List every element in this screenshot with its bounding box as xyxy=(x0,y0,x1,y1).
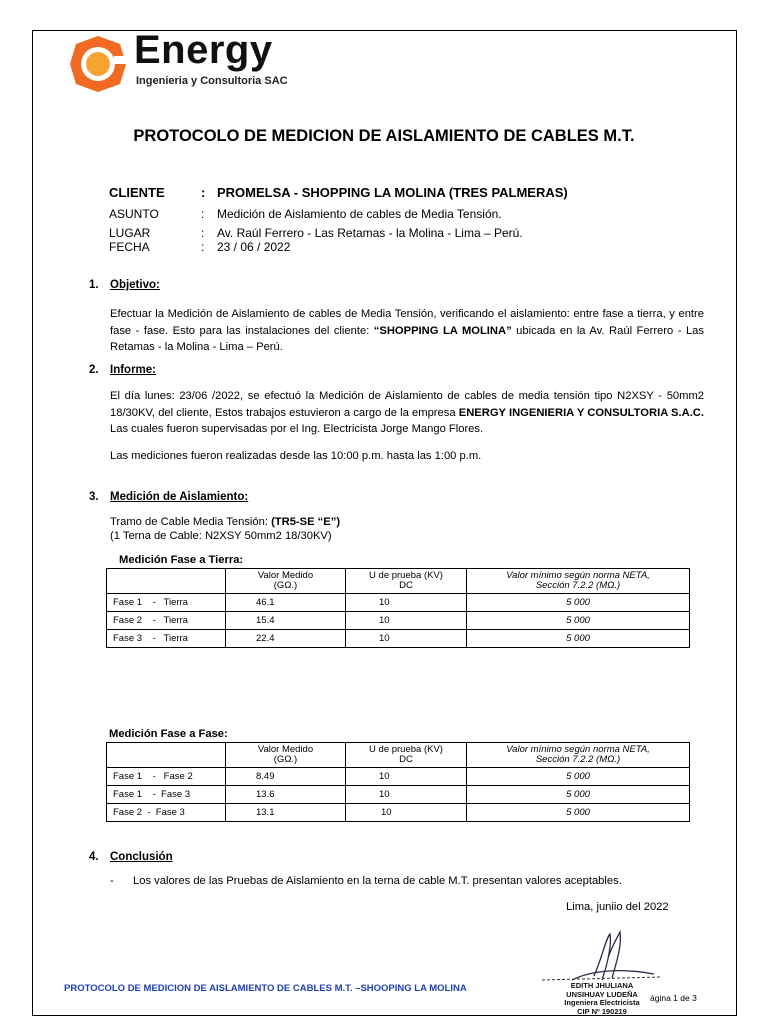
table-header-cell: Valor Medido (GΩ.) xyxy=(226,569,346,594)
table-header-cell: Valor Medido (GΩ.) xyxy=(226,743,346,768)
table-cell: 10 xyxy=(346,768,467,786)
footer-text: PROTOCOLO DE MEDICION DE AISLAMIENTO DE CABLES M.T. –SHOOPING LA MOLINA xyxy=(64,983,467,994)
brand-subtitle: Ingenieria y Consultoria SAC xyxy=(136,75,288,87)
table-row xyxy=(107,786,690,804)
tramo-line: Tramo de Cable Media Tensión: (TR5-SE “E”) xyxy=(110,516,341,528)
document-title: PROTOCOLO DE MEDICION DE AISLAMIENTO DE CABLES M.T. xyxy=(133,127,635,145)
table-cell: 22.4 xyxy=(226,630,346,648)
table-cell: 5 000 xyxy=(467,630,690,648)
table-header-row xyxy=(107,743,690,768)
table-cell: Fase 1 - Fase 3 xyxy=(107,786,226,804)
table-tierra-caption: Medición Fase a Tierra: xyxy=(119,554,244,566)
table-header-cell: U de prueba (KV) DC xyxy=(346,743,467,768)
brand-name: Energy xyxy=(134,28,273,72)
table-cell: 10 xyxy=(346,804,467,822)
table-cell: Fase 3 - Tierra xyxy=(107,630,226,648)
table-cell: 10 xyxy=(346,594,467,612)
table-cell: 46.1 xyxy=(226,594,346,612)
table-header-cell xyxy=(107,569,226,594)
objetivo-paragraph: Efectuar la Medición de Aislamiento de cables de Media Tensión, verificando el aislamiento: entre fase a tierra, y entre fase - fase. Esto para las instalaciones del cliente: “SHOPPING LA MOLINA” ubicada en la Av. Raúl Ferrero - Las Retamas - la Molina - Lima – Perú. xyxy=(110,308,704,353)
table-cell: 10 xyxy=(346,630,467,648)
table-cell: 10 xyxy=(346,786,467,804)
table-header-row xyxy=(107,569,690,594)
table-cell: 8.49 xyxy=(226,768,346,786)
table-row xyxy=(107,804,690,822)
informe-paragraph: El día lunes: 23/06 /2022, se efectuó la Medición de Aislamiento de cables de media tensión tipo N2XSY - 50mm2 18/30KV, del cliente, Estos trabajos estuvieron a cargo de la empresa ENERGY INGENIERIA Y CONSULTORIA S.A.C. Las cuales fueron supervisadas por el Ing. Electricista Jorge Mango Flores. xyxy=(110,390,704,435)
table-cell: Fase 2 - Tierra xyxy=(107,612,226,630)
table-cell: 15.4 xyxy=(226,612,346,630)
table-cell: 13.6 xyxy=(226,786,346,804)
table-row xyxy=(107,630,690,648)
table-cell: Fase 1 - Fase 2 xyxy=(107,768,226,786)
informe-horario: Las mediciones fueron realizadas desde las 10:00 p.m. hasta las 1:00 p.m. xyxy=(110,450,482,462)
table-cell: 5 000 xyxy=(467,768,690,786)
table-row xyxy=(107,768,690,786)
table-cell: 10 xyxy=(346,612,467,630)
place-date: Lima, juniio del 2022 xyxy=(566,901,669,913)
table-cell: 5 000 xyxy=(467,786,690,804)
table-cell: 5 000 xyxy=(467,594,690,612)
engineer-stamp: EDITH JHULIANA UNSIHUAY LUDEÑA Ingeniera Electricista CIP Nº 190219 xyxy=(564,981,640,1016)
table-row xyxy=(107,612,690,630)
table-fase-tierra xyxy=(106,568,690,648)
table-cell: 5 000 xyxy=(467,612,690,630)
table-header-cell: Valor mínimo según norma NETA, Sección 7.2.2 (MΩ.) xyxy=(467,743,690,768)
table-cell: 13.1 xyxy=(226,804,346,822)
table-fase-caption: Medición Fase a Fase: xyxy=(109,728,228,740)
table-header-cell: U de prueba (KV) DC xyxy=(346,569,467,594)
table-header-cell xyxy=(107,743,226,768)
table-row xyxy=(107,594,690,612)
table-fase-fase xyxy=(106,742,690,822)
table-cell: Fase 2 - Fase 3 xyxy=(107,804,226,822)
energy-logo-icon xyxy=(68,34,128,94)
table-cell: 5 000 xyxy=(467,804,690,822)
terna-line: (1 Terna de Cable: N2XSY 50mm2 18/30KV) xyxy=(110,530,332,542)
table-header-cell: Valor mínimo según norma NETA, Sección 7.2.2 (MΩ.) xyxy=(467,569,690,594)
page-number: ágina 1 de 3 xyxy=(650,993,697,1003)
table-cell: Fase 1 - Tierra xyxy=(107,594,226,612)
